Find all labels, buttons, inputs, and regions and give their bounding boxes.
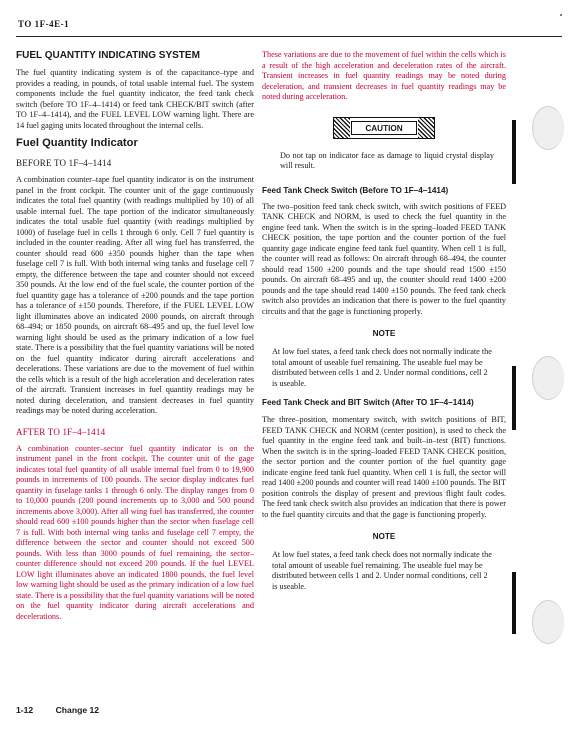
binder-hole bbox=[532, 356, 564, 400]
check-switch-paragraph: The two–position feed tank check switch, with switch positions of FEED TANK CHECK and NORM, is used to check the fuel quantity in the engine feed tank. When the switch is in the spring–loaded FEED TANK CHECK position, the tape portion and the counter portion of the fuel quantity gage indicate engine feed tank fuel quantity. When cell 1 is full, the counter will read as follows: On aircraft through 68–494, the counter should read 1500 ±200 pounds and the tape should read 1500 ±150 pounds. On aircraft 68–495 and up, the counter should read 1400 ±200 pounds and the tape should read 1400 ±150 pounds. The feed tank check switch also provides an indication that there is power to the fuel quantity circuits and that the gage is functioning properly. bbox=[262, 201, 506, 316]
hatch-pattern-left bbox=[334, 118, 350, 138]
note-1-text: At low fuel states, a feed tank check does not normally indicate the total amount of useable fuel remaining. The useable fuel may be distributed between cells 1 and 2. Under normal conditions, cell 2 is useable. bbox=[272, 347, 492, 388]
page-number: 1-12 bbox=[16, 705, 34, 715]
caution-banner bbox=[333, 117, 435, 139]
indicator-heading: Fuel Quantity Indicator bbox=[16, 137, 138, 149]
bit-switch-heading: Feed Tank Check and BIT Switch (After TO 1F–4–1414) bbox=[262, 398, 474, 407]
before-to-paragraph: A combination counter–tape fuel quantity indicator is on the instrument panel in the front cockpit. The counter unit of the gage continuously indicates the total fuel quantity (with readings multiplied by 10) of all usable internal fuel. The tape portion of the indicator simultaneously indicates the total usable fuel quantity (with readings multiplied by 1000) of fuselage fuel in cells 1 through 6 only. Cell 7 fuel quantity is included in the counter reading. After all wing fuel has transferred, the counter should read 600 ±350 pounds higher than the tape when fuselage cell 7 is full. With both internal wing tanks and fuselage cell 7 empty, the difference between the tape and counter should not exceed 350 pounds. At the low end of the fuel scale, the counter portion of the fuel quantity gage has a tolerance of ±200 pounds and the tape portion has a tolerance of ±150 pounds. Therefore, if the FUEL LEVEL LOW light illuminates above an indicated 2000 pounds, on aircraft through 68–494; or 1850 pounds, on aircraft 68–495 and up, the fuel level low warning light should be used as the primary indication of a low fuel state. There is a possibility that the fuel quantity variations will be noted on the fuel quantity indicator during aircraft accelerations and decelerations. These variations are due to the movement of fuel within the cells which is a result of the high acceleration and deceleration rates of the aircraft. Transient increases in fuel quantity readings may be noted during deceleration, and transient decreases in fuel quantity readings may be noted during acceleration. bbox=[16, 175, 254, 415]
continued-paragraph: These variations are due to the movement of fuel within the cells which is a result of the high acceleration and deceleration rates of the aircraft. Transient increases in fuel quantity readings may be noted during deceleration, and transient decreases in fuel quantity readings may be noted during acceleration. bbox=[262, 50, 506, 101]
bit-switch-paragraph: The three–position, momentary switch, with switch positions of BIT, FEED TANK CHECK and NORM (center position), is used to check the fuel quantity in the engine feed tank and built–in–test (BIT) functions. When the switch is in the spring–loaded FEED TANK CHECK position, the sector portion and the counter portion of the fuel quantity gage indicate engine feed tank fuel quantity. When cell 1 is full, the sector will read 1400 ±200 pounds and counter will read 1400 ±100 pounds. The BIT position controls the display of present and previous flight fault codes. The feed tank check switch also provides an indication that there is power to the fuel quantity circuits and that the gage is functioning properly. bbox=[262, 415, 506, 519]
after-to-paragraph: A combination counter–sector fuel quantity indicator is on the instrument panel in the front cockpit. The counter unit of the gage indicates total fuel quantity of all usable internal fuel from 0 to 19,900 pounds in increments of 100 pounds. The sector display indicates fuel quantity in fuselage tanks 1 through 6 only. The display ranges from 0 to 10,000 pounds (200 pound increments up to 3,000 and 500 pound increments above 3,000). After all wing fuel has transferred, the counter should read 600 ±100 pounds higher than the sector when fuselage cell 7 is full. With both internal wing tanks and fuselage cell 7 empty, the difference between the sector and counter should not exceed 500 pounds. With less than 3000 pounds of fuel remaining, the sector–counter difference should not exceed 200 pounds. If the fuel LEVEL LOW light illuminates above an indicated 1800 pounds, the fuel level low warning light should be used as the primary indication of a low fuel state. There is a possibility that the fuel quantity variations will be noted on the fuel quantity indicator during aircraft accelerations and decelerations. bbox=[16, 443, 254, 621]
note-2-label: NOTE bbox=[372, 532, 396, 541]
change-number: Change 12 bbox=[55, 705, 100, 715]
section-title: FUEL QUANTITY INDICATING SYSTEM bbox=[16, 50, 200, 61]
change-bar bbox=[512, 120, 516, 184]
hatch-pattern-right bbox=[418, 118, 434, 138]
before-to-label: BEFORE TO 1F–4–1414 bbox=[16, 158, 112, 168]
change-bar bbox=[512, 366, 516, 430]
check-switch-heading: Feed Tank Check Switch (Before TO 1F–4–1414) bbox=[262, 185, 449, 195]
page-footer bbox=[16, 705, 99, 715]
caution-block bbox=[262, 117, 506, 144]
binder-hole bbox=[532, 600, 564, 644]
caution-label: CAUTION bbox=[351, 121, 417, 135]
caution-text: Do not tap on indicator face as damage to liquid crystal display will result. bbox=[280, 150, 494, 170]
change-bar bbox=[512, 572, 516, 634]
note-2-text: At low fuel states, a feed tank check does not normally indicate the total amount of useable fuel remaining. The useable fuel may be distributed between cells 1 and 2. Under normal conditions, cell 2 is useable. bbox=[272, 550, 492, 591]
note-1-label: NOTE bbox=[372, 329, 396, 338]
binder-hole bbox=[532, 106, 564, 150]
left-column bbox=[16, 50, 254, 622]
intro-paragraph: The fuel quantity indicating system is of the capacitance–type and provides a reading, in pounds, of total usable internal fuel. The system components include the fuel quantity indicator, the feed tank check switch (before TO 1F–4–1414) or feed tank CHECK/BIT switch (after TO 1F–4–1414), and the FUEL LEVEL LOW warning light. There are 14 fuel gaging units located throughout the internal cells. bbox=[16, 68, 254, 130]
after-to-label: AFTER TO 1F–4–1414 bbox=[16, 426, 106, 437]
header-rule bbox=[16, 36, 562, 37]
document-id: TO 1F-4E-1 bbox=[18, 19, 70, 29]
right-column bbox=[262, 50, 506, 592]
margin-mark bbox=[560, 14, 562, 16]
